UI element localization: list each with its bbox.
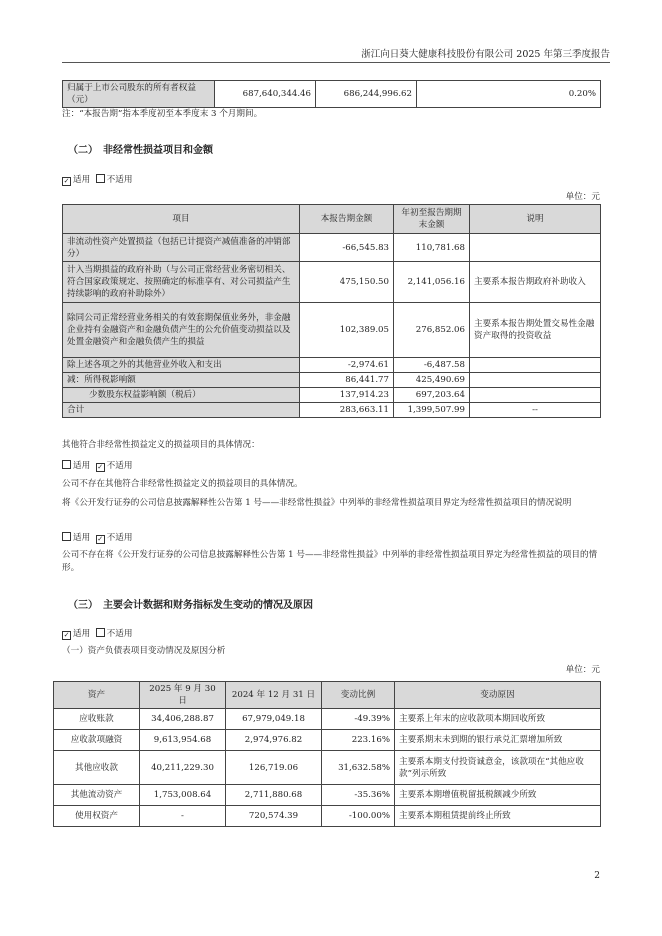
checked-box-icon[interactable]: ✓ xyxy=(97,535,104,543)
equity-value-1: 687,640,344.46 xyxy=(215,81,316,108)
row-current: 86,441.77 xyxy=(300,373,394,388)
row-note xyxy=(470,234,601,262)
checked-box-icon[interactable]: ✓ xyxy=(63,631,70,639)
row-reason: 主要系期末未到期的银行承兑汇票增加所致 xyxy=(395,730,601,751)
row-asset: 其他应收款 xyxy=(54,751,140,785)
row-date-2: 720,574.39 xyxy=(226,806,322,827)
row-current: 475,150.50 xyxy=(300,262,394,303)
row-asset: 应收款项融资 xyxy=(54,730,140,751)
col-ratio: 变动比例 xyxy=(322,682,395,709)
row-date-1: - xyxy=(140,806,226,827)
unit-label: 单位：元 xyxy=(565,192,600,202)
other-items-applicability xyxy=(62,459,132,471)
unchecked-box-icon[interactable] xyxy=(96,174,105,183)
row-current: 102,389.05 xyxy=(300,303,394,358)
section-2-applicability xyxy=(62,173,132,185)
row-reason: 主要系本期租赁提前终止所致 xyxy=(395,806,601,827)
row-item: 除上述各项之外的其他营业外收入和支出 xyxy=(63,358,300,373)
row-date-2: 126,719.06 xyxy=(226,751,322,785)
reclassification-intro: 将《公开发行证券的公司信息披露解释性公告第 1 号——非经常性损益》中列举的非经常性损益项目界定为经常性损益项目的情况说明 xyxy=(62,498,572,508)
checked-box-icon[interactable]: ✓ xyxy=(63,177,70,185)
row-reason: 主要系本期支付投资诚意金，该款项在“其他应收款”列示所致 xyxy=(395,751,601,785)
row-note xyxy=(470,388,601,403)
reclassification-applicability xyxy=(62,531,132,543)
applicable-label: 适用 xyxy=(73,461,91,471)
equity-change: 0.20% xyxy=(417,81,601,108)
table-row-total xyxy=(63,403,601,418)
row-ratio: -100.00% xyxy=(322,806,395,827)
col-reason: 变动原因 xyxy=(395,682,601,709)
unchecked-box-icon[interactable] xyxy=(96,628,105,637)
col-asset: 资产 xyxy=(54,682,140,709)
other-items-intro: 其他符合非经常性损益定义的损益项目的具体情况： xyxy=(62,440,260,450)
equity-label: 归属于上市公司股东的所有者权益（元） xyxy=(63,81,215,108)
row-ratio: 31,632.58% xyxy=(322,751,395,785)
row-ytd: 425,490.69 xyxy=(394,373,470,388)
col-note: 说明 xyxy=(470,205,601,234)
row-date-2: 67,979,049.18 xyxy=(226,709,322,730)
row-note: 主要系本报告期处置交易性金融资产取得的投资收益 xyxy=(470,303,601,358)
header-divider xyxy=(62,62,610,63)
row-ytd: 2,141,056.16 xyxy=(394,262,470,303)
col-date-2: 2024 年 12 月 31 日 xyxy=(226,682,322,709)
row-date-2: 2,974,976.82 xyxy=(226,730,322,751)
row-item: 计入当期损益的政府补助（与公司正常经营业务密切相关、符合国家政策规定、按照确定的标准享有、对公司损益产生持续影响的政府补助除外） xyxy=(63,262,300,303)
table-row xyxy=(54,785,601,806)
row-item: 少数股东权益影响额（税后） xyxy=(63,388,300,403)
row-date-1: 1,753,008.64 xyxy=(140,785,226,806)
table-row xyxy=(54,806,601,827)
section-3-heading: （三） 主要会计数据和财务指标发生变动的情况及原因 xyxy=(68,600,313,611)
row-reason: 主要系本期增值税留抵税额减少所致 xyxy=(395,785,601,806)
col-date-1: 2025 年 9 月 30 日 xyxy=(140,682,226,709)
other-items-statement: 公司不存在其他符合非经常性损益定义的损益项目的具体情况。 xyxy=(62,479,303,489)
table-row xyxy=(63,262,601,303)
row-asset: 使用权资产 xyxy=(54,806,140,827)
page-number: 2 xyxy=(594,871,600,881)
row-current: 283,663.11 xyxy=(300,403,394,418)
row-date-1: 34,406,288.87 xyxy=(140,709,226,730)
row-date-1: 40,211,229.30 xyxy=(140,751,226,785)
row-ratio: 223.16% xyxy=(322,730,395,751)
row-date-2: 2,711,880.68 xyxy=(226,785,322,806)
not-applicable-label: 不适用 xyxy=(106,629,133,639)
row-note xyxy=(470,373,601,388)
col-item: 项目 xyxy=(63,205,300,234)
row-current: -2,974.61 xyxy=(300,358,394,373)
unit-label-2: 单位：元 xyxy=(565,665,600,675)
row-ytd: 110,781.68 xyxy=(394,234,470,262)
table-row xyxy=(63,388,601,403)
table-row xyxy=(63,373,601,388)
equity-value-2: 686,244,996.62 xyxy=(316,81,417,108)
row-date-1: 9,613,954.68 xyxy=(140,730,226,751)
row-item: 除同公司正常经营业务相关的有效套期保值业务外，非金融企业持有金融资产和金融负债产生的公允价值变动损益以及处置金融资产和金融负债产生的损益 xyxy=(63,303,300,358)
row-ytd: 697,203.64 xyxy=(394,388,470,403)
applicable-label: 适用 xyxy=(73,629,91,639)
table-row xyxy=(54,751,601,785)
row-ytd: -6,487.58 xyxy=(394,358,470,373)
row-item: 减：所得税影响额 xyxy=(63,373,300,388)
checked-box-icon[interactable]: ✓ xyxy=(97,463,104,471)
equity-table xyxy=(62,80,601,108)
row-note: 主要系本报告期政府补助收入 xyxy=(470,262,601,303)
col-current: 本报告期金额 xyxy=(300,205,394,234)
row-asset: 其他流动资产 xyxy=(54,785,140,806)
section-2-heading: （二） 非经常性损益项目和金额 xyxy=(68,145,213,156)
table-row xyxy=(54,709,601,730)
row-ytd: 276,852.06 xyxy=(394,303,470,358)
row-ratio: -49.39% xyxy=(322,709,395,730)
unchecked-box-icon[interactable] xyxy=(62,460,71,469)
table-row xyxy=(63,358,601,373)
applicable-label: 适用 xyxy=(73,533,91,543)
row-note: -- xyxy=(470,403,601,418)
row-item: 非流动性资产处置损益（包括已计提资产减值准备的冲销部分） xyxy=(63,234,300,262)
row-note xyxy=(470,358,601,373)
row-reason: 主要系上年末的应收款项本期回收所致 xyxy=(395,709,601,730)
section-3-applicability xyxy=(62,627,132,639)
row-item: 合计 xyxy=(63,403,300,418)
col-ytd: 年初至报告期期末金额 xyxy=(394,205,470,234)
reclassification-statement: 公司不存在将《公开发行证券的公司信息披露解释性公告第 1 号——非经常性损益》中列举的非经常性损益项目界定为经常性损益的项目的情形。 xyxy=(62,550,598,573)
row-current: 137,914.23 xyxy=(300,388,394,403)
row-ytd: 1,399,507.99 xyxy=(394,403,470,418)
not-applicable-label: 不适用 xyxy=(106,175,133,185)
balance-sheet-table xyxy=(53,681,601,827)
non-recurring-table xyxy=(62,204,601,418)
row-ratio: -35.36% xyxy=(322,785,395,806)
table-row xyxy=(63,303,601,358)
row-current: -66,545.83 xyxy=(300,234,394,262)
not-applicable-label: 不适用 xyxy=(106,533,133,543)
page-header-title: 浙江向日葵大健康科技股份有限公司 2025 年第三季度报告 xyxy=(361,49,610,60)
table-row xyxy=(63,234,601,262)
unchecked-box-icon[interactable] xyxy=(62,532,71,541)
balance-sheet-subheading: （一）资产负债表项目变动情况及原因分析 xyxy=(62,646,226,656)
not-applicable-label: 不适用 xyxy=(106,461,133,471)
note-report-period: 注：“本报告期”指本季度初至本季度末 3 个月期间。 xyxy=(62,109,263,119)
row-asset: 应收账款 xyxy=(54,709,140,730)
applicable-label: 适用 xyxy=(73,175,91,185)
table-row xyxy=(54,730,601,751)
